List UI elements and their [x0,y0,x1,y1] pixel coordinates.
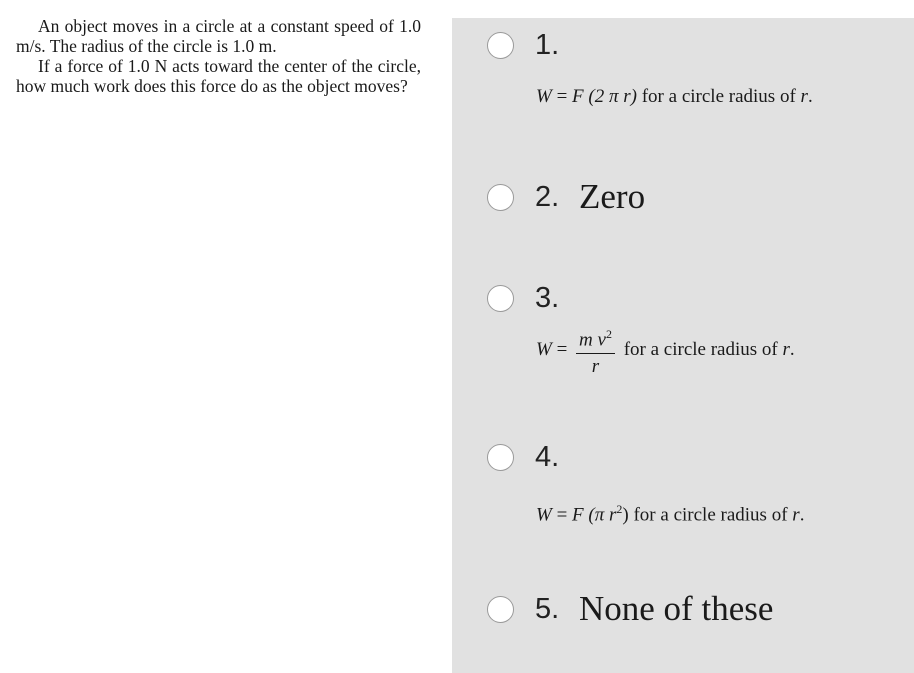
option-1-radio[interactable] [487,32,514,59]
option-3-eq: = [551,339,573,361]
option-4-close: ) [622,504,629,526]
option-4-expr: F (π r [572,504,617,526]
question-text [16,16,421,96]
option-5-text: None of these [579,589,774,628]
option-3-radio[interactable] [487,285,514,312]
question-paragraph-2: If a force of 1.0 N acts toward the center of the circle, how much work does this force do as the object moves? [16,56,421,96]
option-1-suffix: for a circle radius of [636,86,801,107]
option-3-exponent: 2 [605,327,612,341]
option-3-suffix: for a circle radius of [618,339,783,361]
option-3-var: r [782,339,790,361]
option-2-radio[interactable] [487,184,514,211]
option-4-var: r [792,504,800,526]
option-1-var: r [800,86,808,107]
option-3-end: . [789,339,795,361]
option-1-end: . [807,86,813,107]
option-1-number: 1. [535,29,560,61]
question-paragraph-1: An object moves in a circle at a constant speed of 1.0 m/s. The radius of the circle is 1.0 m. [16,16,421,56]
option-3-number: 3. [535,282,560,314]
option-2-number: 2. [535,181,560,213]
option-3-fraction [576,323,615,378]
option-4-eq: = [551,504,573,526]
option-1-eq: = [551,86,573,107]
option-1-lhs: W [536,86,552,107]
option-4-radio[interactable] [487,444,514,471]
option-3-denominator: r [591,356,600,378]
option-5-number: 5. [535,593,560,625]
option-3-lhs: W [536,339,552,361]
option-3-formula [536,323,795,378]
answer-options-panel [452,18,914,673]
option-4-end: . [799,504,805,526]
option-4-suffix: for a circle radius of [628,504,793,526]
option-5-radio[interactable] [487,596,514,623]
option-4-lhs: W [536,504,552,526]
option-1-expr: F (2 π r) [572,86,637,107]
option-1-formula [536,86,813,108]
option-4-exponent: 2 [616,502,623,516]
option-2-text: Zero [579,177,646,216]
option-3-numerator: m v [579,329,606,351]
option-4-formula [536,498,804,526]
option-4-number: 4. [535,441,560,473]
